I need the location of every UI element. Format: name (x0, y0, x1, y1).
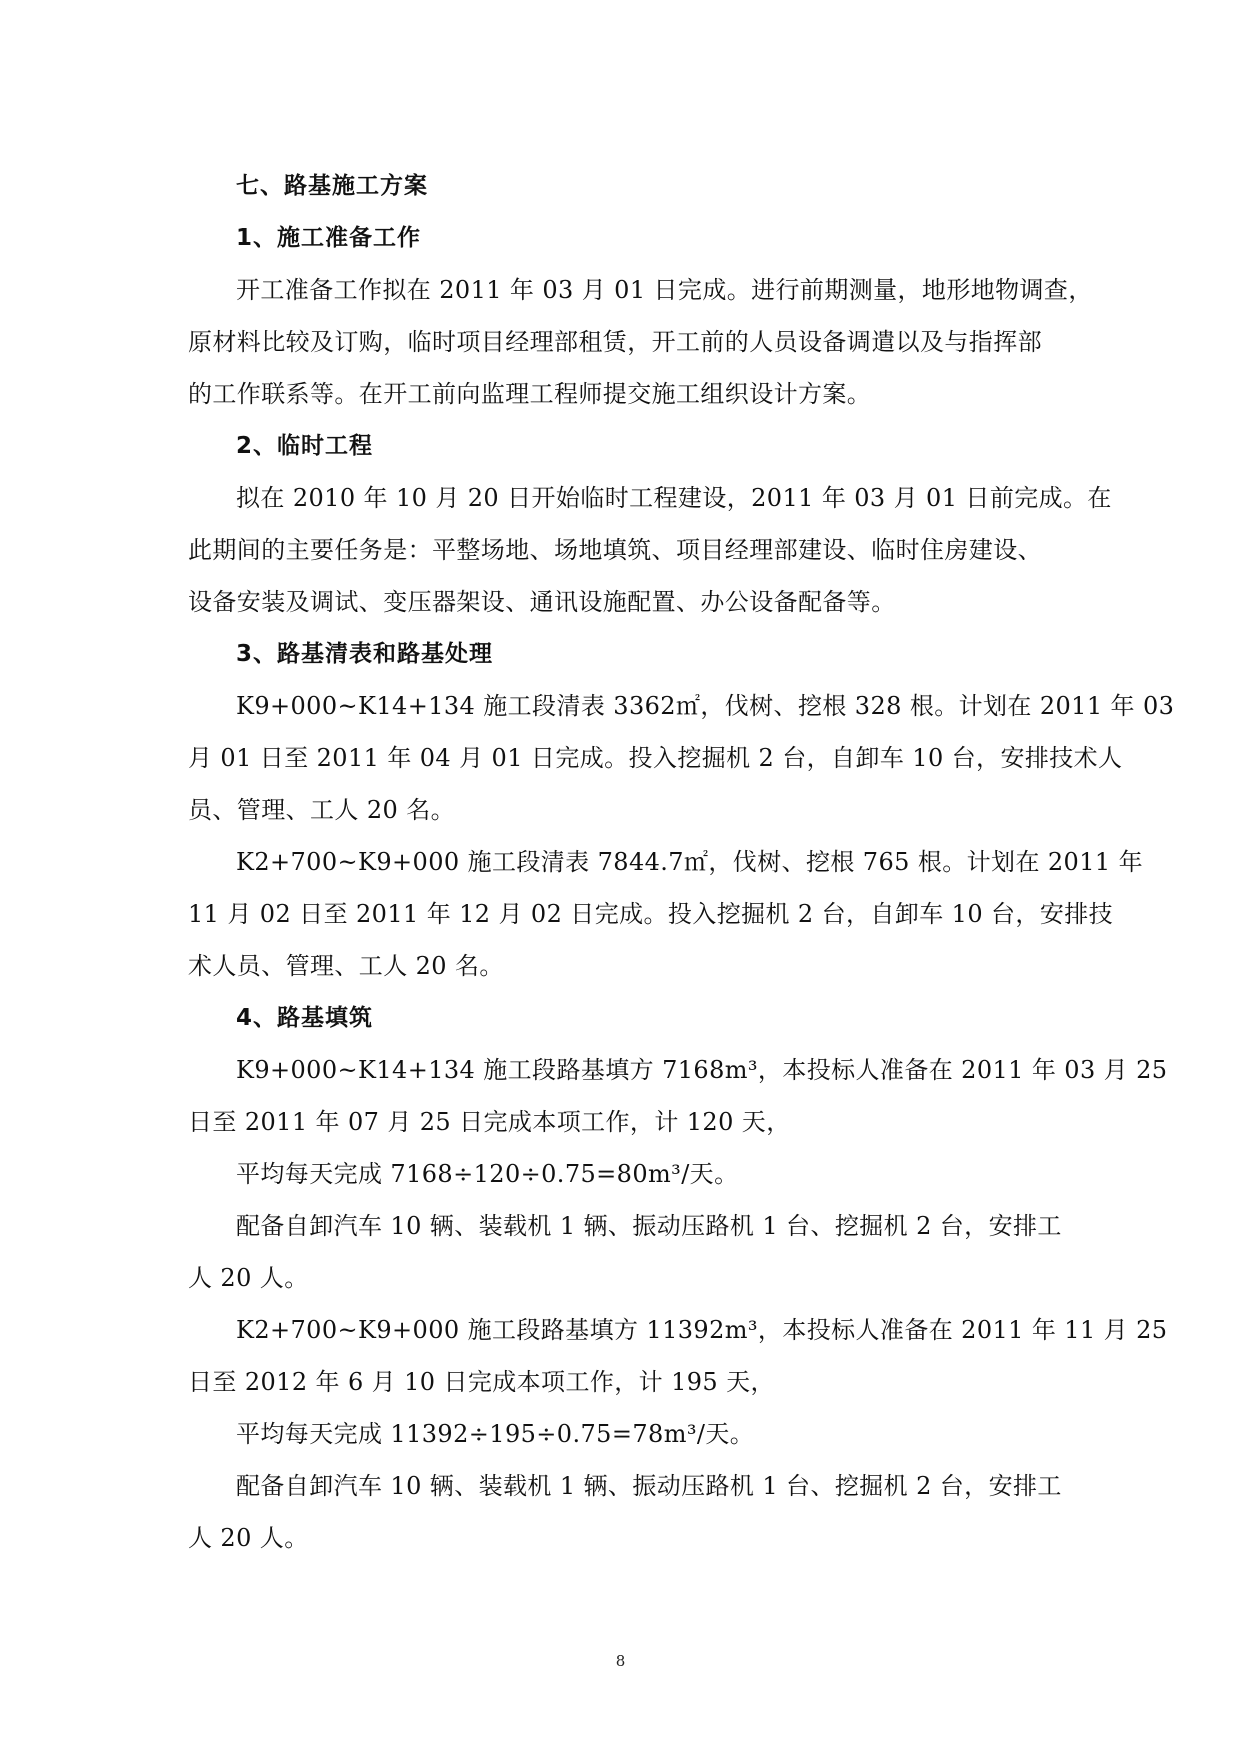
subsection-heading-1: 1、施工准备工作 (236, 225, 422, 251)
paragraph-line: K2+700~K9+000 施工段清表 7844.7㎡，伐树、挖根 765 根。计划在 2011 年 (236, 848, 1143, 876)
paragraph-line: 日至 2011 年 07 月 25 日完成本项工作，计 120 天， (188, 1108, 791, 1136)
paragraph-line: 术人员、管理、工人 20 名。 (188, 952, 504, 980)
paragraph-line: 平均每天完成 7168÷120÷0.75=80m³/天。 (236, 1160, 739, 1188)
paragraph-line: 日至 2012 年 6 月 10 日完成本项工作，计 195 天， (188, 1368, 775, 1396)
paragraph-line: 平均每天完成 11392÷195÷0.75=78m³/天。 (236, 1420, 755, 1448)
paragraph-line: K2+700~K9+000 施工段路基填方 11392m³，本投标人准备在 2011 年 11 月 25 (236, 1316, 1168, 1344)
paragraph-line: 月 01 日至 2011 年 04 月 01 日完成。投入挖掘机 2 台，自卸车 10 台，安排技术人 (188, 744, 1123, 772)
page-number: 8 (615, 1652, 626, 1670)
document-body (188, 160, 1175, 1564)
paragraph-line: K9+000~K14+134 施工段清表 3362㎡，伐树、挖根 328 根。计划在 2011 年 03 (236, 692, 1175, 720)
section-title: 七、路基施工方案 (236, 173, 428, 199)
paragraph-line: 配备自卸汽车 10 辆、装载机 1 辆、振动压路机 1 台、挖掘机 2 台，安排工 (236, 1472, 1062, 1500)
paragraph-line: 原材料比较及订购，临时项目经理部租赁，开工前的人员设备调遣以及与指挥部 (188, 328, 1042, 356)
paragraph-line: K9+000~K14+134 施工段路基填方 7168m³，本投标人准备在 2011 年 03 月 25 (236, 1056, 1168, 1084)
paragraph-line: 设备安装及调试、变压器架设、通讯设施配置、办公设备配备等。 (188, 588, 896, 616)
paragraph-line: 拟在 2010 年 10 月 20 日开始临时工程建设，2011 年 03 月 01 日前完成。在 (236, 484, 1112, 512)
paragraph-line: 人 20 人。 (188, 1524, 309, 1552)
paragraph-line: 开工准备工作拟在 2011 年 03 月 01 日完成。进行前期测量，地形地物调查， (236, 276, 1093, 304)
paragraph-line: 的工作联系等。在开工前向监理工程师提交施工组织设计方案。 (188, 380, 872, 408)
subsection-heading-4: 4、路基填筑 (236, 1005, 374, 1031)
paragraph-line: 配备自卸汽车 10 辆、装载机 1 辆、振动压路机 1 台、挖掘机 2 台，安排工 (236, 1212, 1062, 1240)
paragraph-line: 此期间的主要任务是：平整场地、场地填筑、项目经理部建设、临时住房建设、 (188, 536, 1042, 564)
paragraph-line: 11 月 02 日至 2011 年 12 月 02 日完成。投入挖掘机 2 台，自卸车 10 台，安排技 (188, 900, 1114, 928)
subsection-heading-3: 3、路基清表和路基处理 (236, 641, 494, 667)
paragraph-line: 员、管理、工人 20 名。 (188, 796, 455, 824)
paragraph-line: 人 20 人。 (188, 1264, 309, 1292)
subsection-heading-2: 2、临时工程 (236, 433, 374, 459)
